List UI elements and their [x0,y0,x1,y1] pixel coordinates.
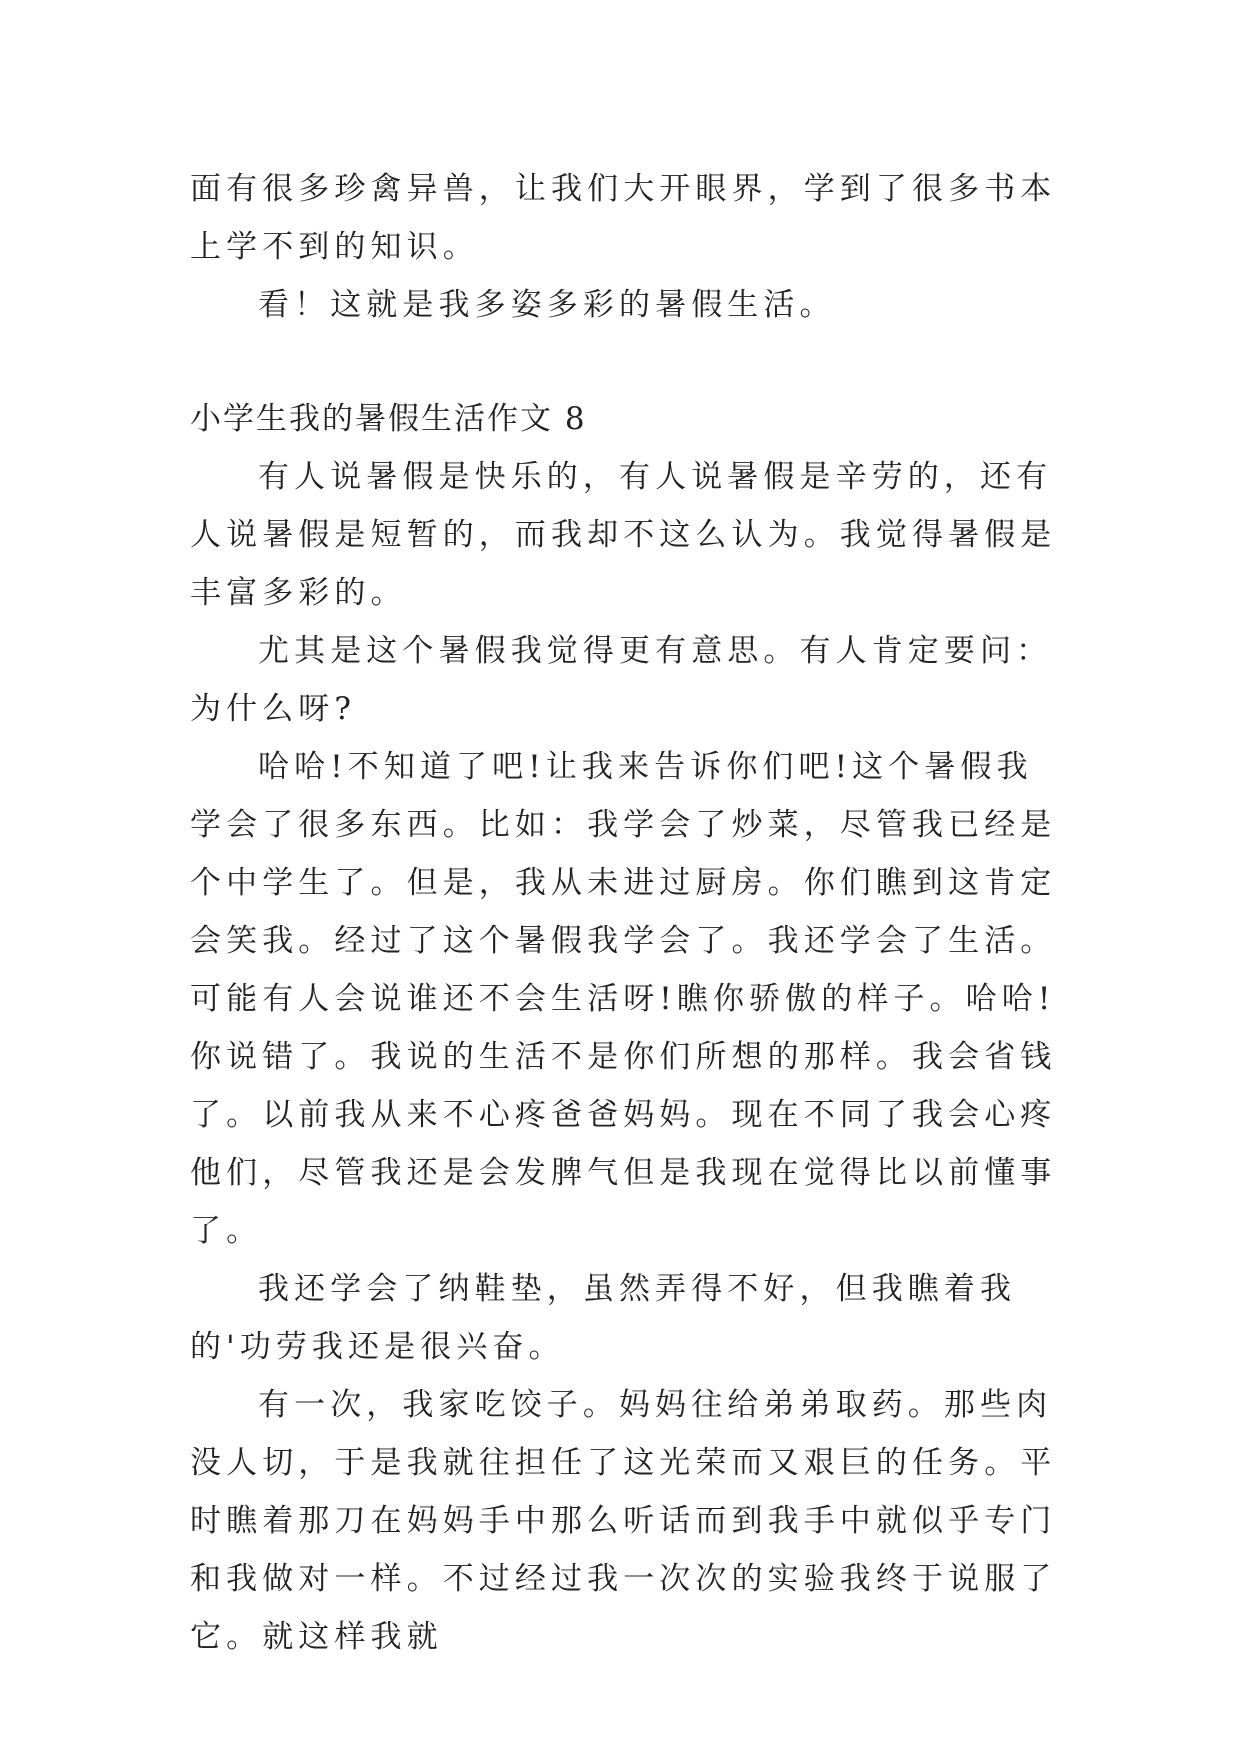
paragraph-continued: 面有很多珍禽异兽，让我们大开眼界，学到了很多书本上学不到的知识。 [190,171,1057,265]
paragraph: 有一次，我家吃饺子。妈妈往给弟弟取药。那些肉没人切，于是我就往担任了这光荣而又艰巨的任务。平时瞧着那刀在妈妈手中那么听话而到我手中就似乎专门和我做对一样。不过经过我一次次的实验我终于说服了它。就这样我就 [190,1387,1057,1655]
document-body [190,160,1060,1666]
paragraph: 有人说暑假是快乐的，有人说暑假是辛劳的，还有人说暑假是短暂的，而我却不这么认为。我觉得暑假是丰富多彩的。 [190,459,1057,611]
section-title: 小学生我的暑假生活作文 8 [190,401,587,437]
paragraph: 哈哈!不知道了吧!让我来告诉你们吧!这个暑假我学会了很多东西。比如：我学会了炒菜，尽管我已经是个中学生了。但是，我从未进过厨房。你们瞧到这肯定会笑我。经过了这个暑假我学会了。我还学会了生活。可能有人会说谁还不会生活呀!瞧你骄傲的样子。哈哈!你说错了。我说的生活不是你们所想的那样。我会省钱了。以前我从来不心疼爸爸妈妈。现在不同了我会心疼他们，尽管我还是会发脾气但是我现在觉得比以前懂事了。 [190,749,1057,1249]
paragraph: 我还学会了纳鞋垫，虽然弄得不好，但我瞧着我的'功劳我还是很兴奋。 [190,1271,1017,1365]
paragraph: 尤其是这个暑假我觉得更有意思。有人肯定要问：为什么呀? [190,633,1053,727]
paragraph-closing: 看！这就是我多姿多彩的暑假生活。 [258,287,836,323]
